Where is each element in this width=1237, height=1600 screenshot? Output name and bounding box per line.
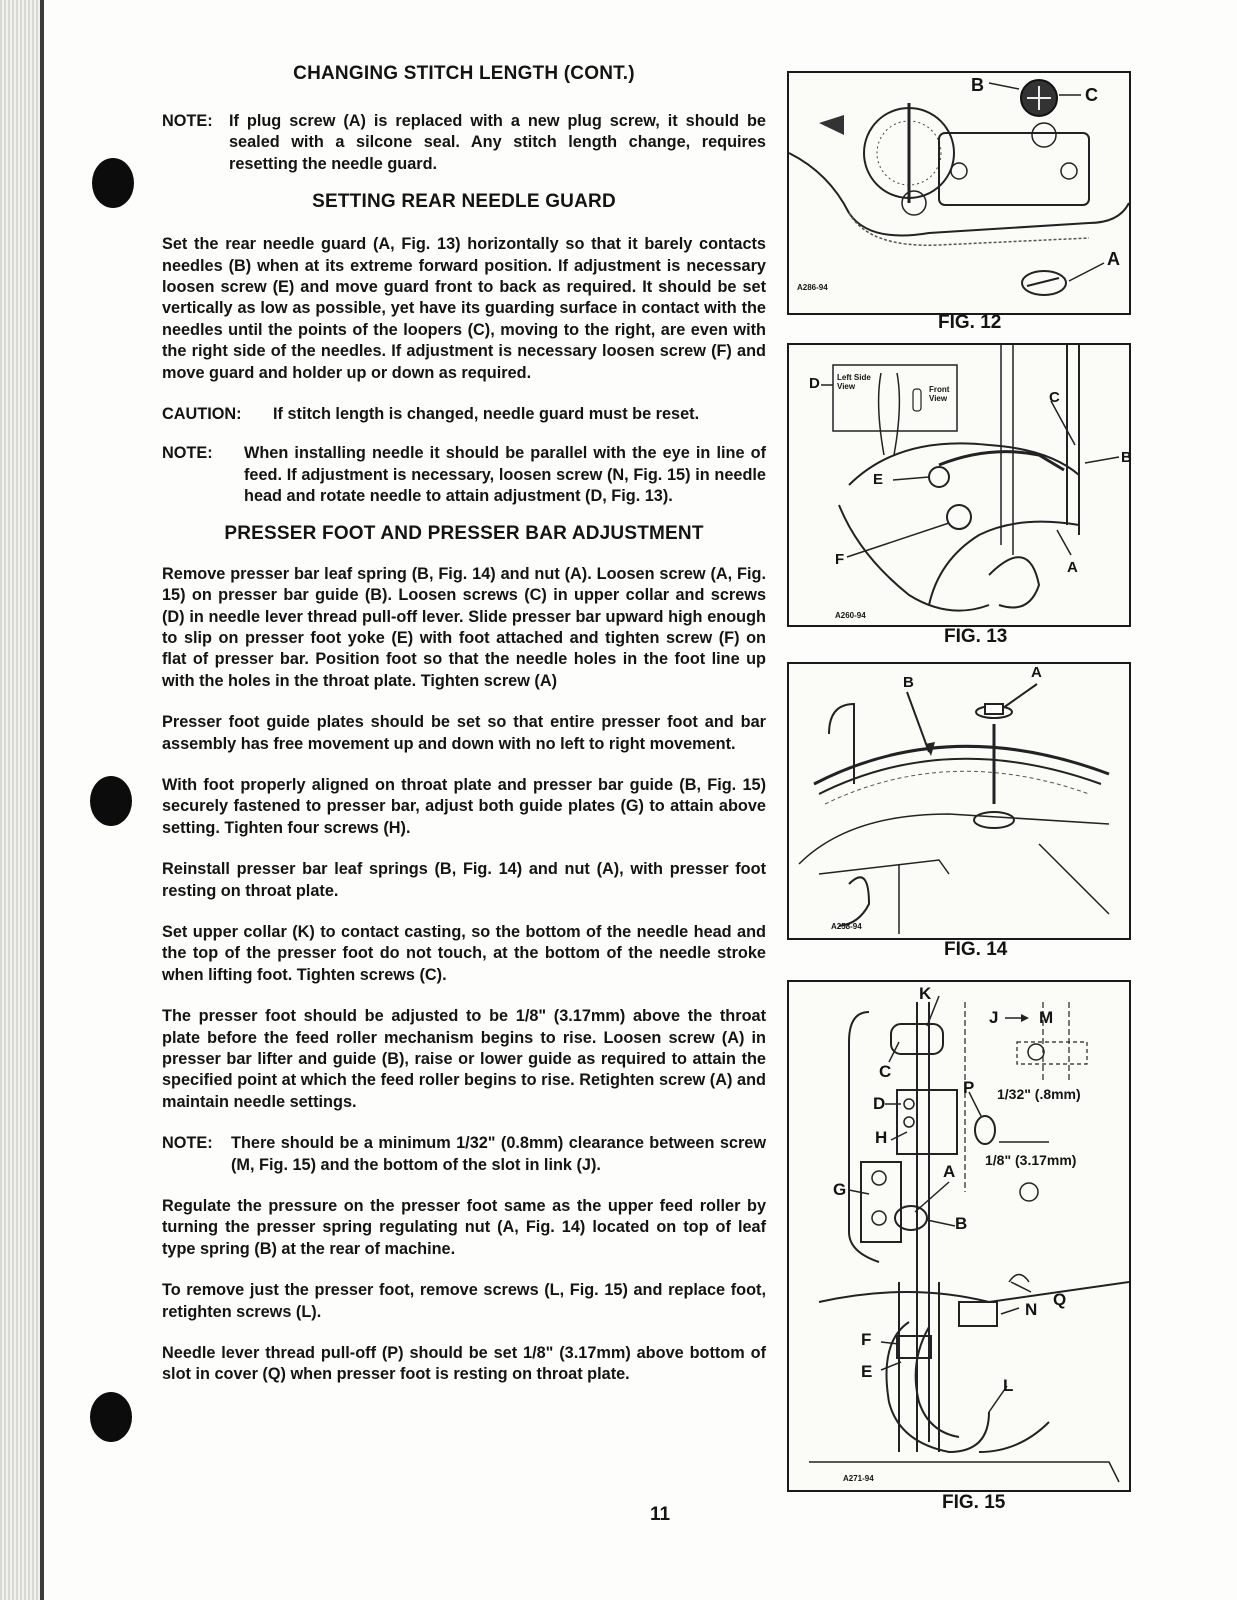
callout-label: G [833,1180,847,1199]
figure-12-drawing [789,73,1129,313]
section-title: SETTING REAR NEEDLE GUARD [312,191,616,213]
callout-label: M [1039,1008,1054,1027]
view-label: Left Side View [837,373,871,391]
figure-12 [787,71,1131,315]
text-column [162,62,766,1386]
punch-hole [90,1392,132,1442]
callout-label: B [903,674,914,691]
punch-hole [92,158,134,208]
note [162,111,766,175]
caution [162,404,766,425]
figure-13 [787,343,1131,627]
callout-label: A [1031,664,1042,681]
punch-hole [90,776,132,826]
note-text: If plug screw (A) is replaced with a new plug screw, it should be sealed with a silcone seal. Any stitch length change, requires resetting the needle guard. [229,112,766,173]
figure-code: A286-94 [797,283,828,292]
callout-label: F [835,551,845,568]
page-number: 11 [650,1504,671,1525]
figure-caption: FIG. 14 [944,939,1008,960]
binding-margin [0,0,44,1600]
paragraph: The presser foot should be adjusted to be 1/8" (3.17mm) above the throat plate before the feed roller mechanism begins to rise. Loosen screw (A) in presser bar lifter and guide (B), raise or lower guide as required to attain the specified point at which the feed roller begins to rise. Retighten screw (A) and maintain needle settings. [162,1007,766,1111]
callout-label: J [989,1008,999,1027]
dimension-label: 1/32" (.8mm) [997,1086,1081,1102]
callout-label: H [875,1128,888,1147]
figure-caption: FIG. 15 [942,1492,1006,1513]
callout-label: B [955,1214,968,1233]
callout-label: K [919,984,932,1003]
callout-label: D [809,375,820,392]
figure-caption: FIG. 12 [938,312,1002,333]
callout-label: A [1107,249,1120,269]
paragraph: Presser foot guide plates should be set so that entire presser foot and bar assembly has free movement up and down with no left to right movement. [162,713,766,753]
section-title: CHANGING STITCH LENGTH (CONT.) [293,63,635,84]
dimension-label: 1/8" (3.17mm) [985,1152,1077,1168]
callout-label: B [1121,449,1132,466]
paragraph: Needle lever thread pull-off (P) should be set 1/8" (3.17mm) above bottom of slot in cover (Q) when presser foot is resting on throat plate. [162,1344,766,1384]
callout-label: C [879,1062,892,1081]
note-text: There should be a minimum 1/32" (0.8mm) clearance between screw (M, Fig. 15) and the bottom of the slot in link (J). [231,1134,766,1174]
callout-label: E [873,471,884,488]
figure-14-drawing [789,664,1129,938]
figure-code: A260-94 [835,611,866,620]
paragraph: Set the rear needle guard (A, Fig. 13) horizontally so that it barely contacts needles (B) when at its extreme forward position. If adjustment is necessary loosen screw (E) and move guard front to back as required. It should be set vertically as low as possible, yet have its guarding surface in contact with the needles until the points of the loopers (C), moving to the right, are even with the right side of the needles. If adjustment is necessary loosen screw (F) and move guard and holder up or down as required. [162,235,766,382]
note [162,1133,766,1176]
figure-15 [787,980,1131,1492]
note [162,443,766,507]
callout-label: C [1049,389,1060,406]
caution-label: CAUTION: [162,405,242,424]
callout-label: A [1067,559,1078,576]
callout-label: B [971,75,984,95]
figure-code: A271-94 [843,1474,874,1483]
paragraph: To remove just the presser foot, remove screws (L, Fig. 15) and replace foot, retighten screws (L). [162,1281,766,1321]
callout-label: L [1003,1376,1014,1395]
callout-label: A [943,1162,956,1181]
figure-code: A258-94 [831,922,862,931]
paragraph: Reinstall presser bar leaf springs (B, Fig. 14) and nut (A), with presser foot resting on throat plate. [162,860,766,900]
binding-edge [40,0,44,1600]
note-label: NOTE: [162,112,213,130]
callout-label: P [963,1078,975,1097]
paragraph: Set upper collar (K) to contact casting, so the bottom of the needle head and the top of the presser foot do not touch, at the bottom of the needle stroke when lifting foot. Tighten screws (C). [162,922,766,984]
callout-label: C [1085,85,1098,105]
note-label: NOTE: [162,1134,213,1153]
note-label: NOTE: [162,444,213,463]
figure-15-drawing [789,982,1129,1490]
figure-caption: FIG. 13 [944,626,1008,647]
figure-14 [787,662,1131,940]
caution-text: If stitch length is changed, needle guard must be reset. [273,405,700,424]
callout-label: N [1025,1300,1038,1319]
paragraph: Regulate the pressure on the presser foot same as the upper feed roller by turning the presser spring regulating nut (A, Fig. 14) located on top of leaf type spring (B) at the rear of machine. [162,1197,766,1258]
note-text: When installing needle it should be parallel with the eye in line of feed. If adjustment is necessary, loosen screw (N, Fig. 15) in needle head and rotate needle to attain adjustment (D, Fig. 13). [244,444,766,506]
paragraph: With foot properly aligned on throat plate and presser bar guide (B, Fig. 15) securely fastened to presser bar, adjust both guide plates (G) to attain above setting. Tighten four screws (H). [162,775,766,837]
callout-label: F [861,1330,872,1349]
view-label: Front View [929,385,950,403]
paragraph: Remove presser bar leaf spring (B, Fig. 14) and nut (A). Loosen screw (A, Fig. 15) on presser bar guide (B). Loosen screws (C) in upper collar and screws (D) in needle lever thread pull-off lever. Slide presser bar upward high enough to slip on presser foot yoke (E) with foot attached and tighten screw (F) on flat of presser bar. Position foot so that the needle holes in the foot line up with the holes in the throat plate. Tighten screw (A) [162,564,766,690]
section-title: PRESSER FOOT AND PRESSER BAR ADJUSTMENT [224,522,704,544]
callout-label: Q [1053,1290,1067,1309]
callout-label: E [861,1362,873,1381]
callout-label: D [873,1094,886,1113]
